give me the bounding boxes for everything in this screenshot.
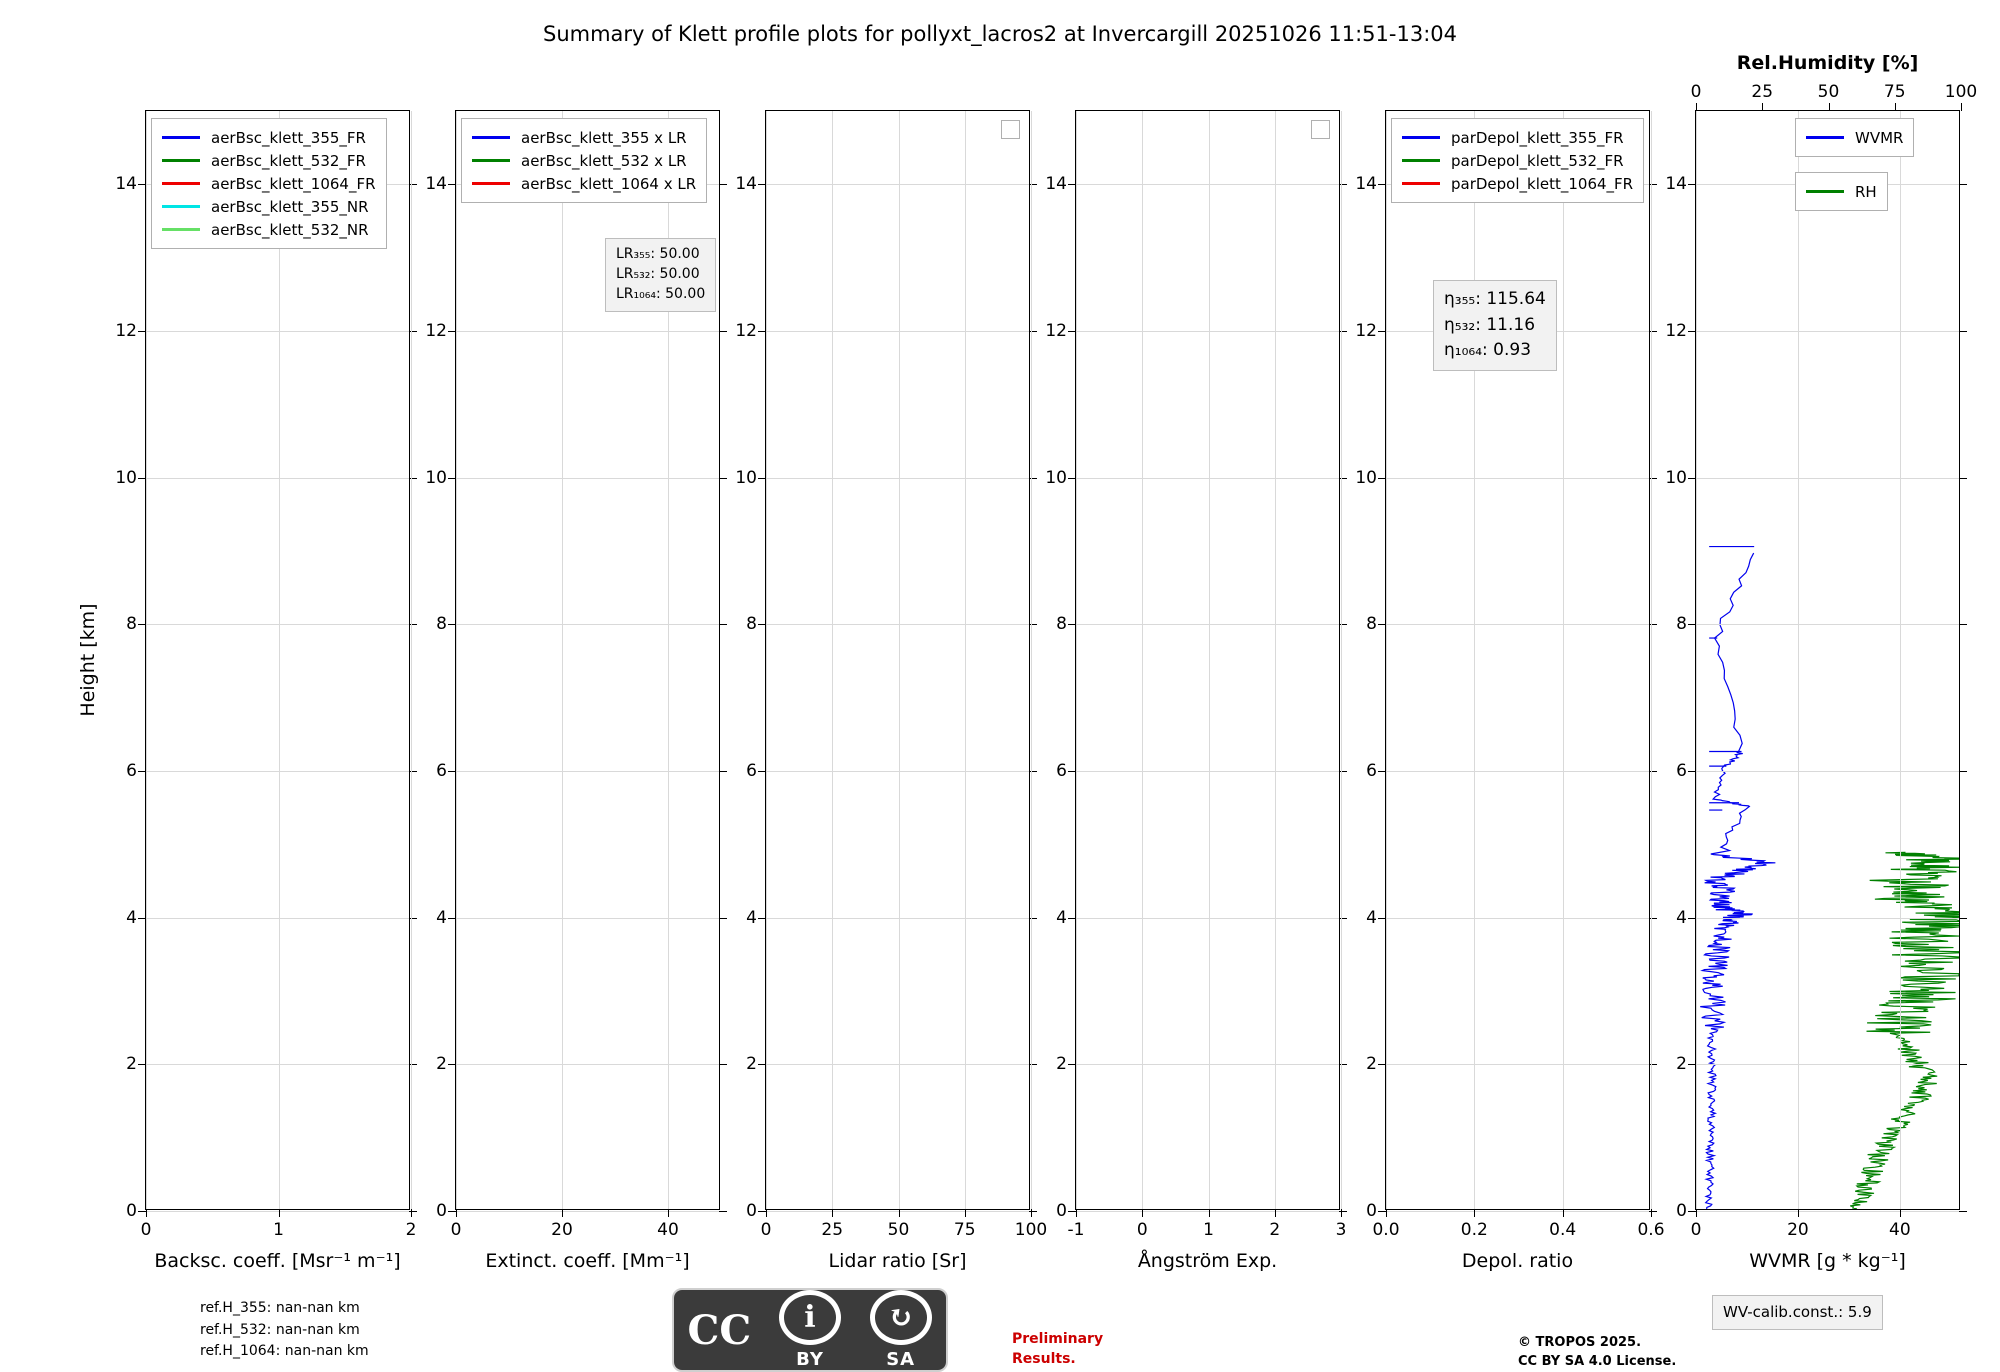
legend-swatch bbox=[472, 136, 510, 138]
gridline-vertical bbox=[1209, 111, 1210, 1209]
x-tick-label: 100 bbox=[1014, 1220, 1048, 1240]
legend-swatch bbox=[162, 159, 200, 161]
gridline-horizontal bbox=[146, 1064, 409, 1065]
legend-swatch bbox=[162, 182, 200, 184]
y-tick-label: 2 bbox=[1366, 1054, 1377, 1075]
y-tick-mark bbox=[719, 1064, 727, 1065]
y-tick-label: 2 bbox=[126, 1054, 137, 1075]
y-tick-mark bbox=[1959, 478, 1967, 479]
gridline-horizontal bbox=[1076, 184, 1339, 185]
y-tick-label: 14 bbox=[735, 174, 757, 195]
x-tick-label: 40 bbox=[657, 1220, 679, 1240]
x-tick-label: 3 bbox=[1335, 1220, 1347, 1240]
legend-item bbox=[162, 218, 376, 241]
data-canvas-wvmr-rh bbox=[1696, 111, 1959, 1209]
y-tick-label: 6 bbox=[1676, 761, 1687, 781]
x-tick-label: 75 bbox=[953, 1220, 976, 1240]
empty-legend-box-angstrom bbox=[1311, 120, 1330, 139]
legend-item bbox=[472, 172, 696, 195]
gridline-vertical bbox=[1386, 111, 1387, 1209]
y-tick-label: 0 bbox=[436, 1201, 447, 1221]
infobox-line: LR₅₃₂: 50.00 bbox=[616, 265, 700, 282]
legend-item bbox=[162, 195, 376, 218]
gridline-vertical bbox=[1900, 111, 1901, 1209]
gridline-horizontal bbox=[766, 771, 1029, 772]
gridline-vertical bbox=[1696, 111, 1697, 1209]
empty-legend-box-lidar-ratio bbox=[1001, 120, 1020, 139]
y-tick-label: 10 bbox=[425, 467, 447, 488]
gridline-horizontal bbox=[1386, 1211, 1649, 1212]
by-label: BY bbox=[796, 1349, 824, 1370]
gridline-vertical bbox=[1798, 111, 1799, 1209]
x-top-tick-label: 100 bbox=[1944, 82, 1978, 102]
legend-swatch bbox=[162, 136, 200, 138]
y-tick-mark bbox=[719, 478, 727, 479]
legend-label: aerBsc_klett_1064 x LR bbox=[521, 174, 697, 193]
y-tick-label: 6 bbox=[746, 761, 757, 781]
gridline-horizontal bbox=[456, 624, 719, 625]
wvmr-rh-plot-svg bbox=[1696, 111, 1959, 1209]
legend-swatch bbox=[1806, 190, 1844, 192]
gridline-vertical bbox=[1563, 111, 1564, 1209]
y-tick-label: 8 bbox=[1366, 614, 1377, 635]
profile-line bbox=[1700, 553, 1775, 1209]
x-top-tick-label: 75 bbox=[1883, 82, 1906, 102]
gridline-horizontal bbox=[456, 918, 719, 919]
y-tick-label: 14 bbox=[1665, 174, 1687, 195]
cc-letters: CC bbox=[687, 1306, 752, 1354]
y-tick-mark bbox=[719, 624, 727, 625]
legend-wvmr bbox=[1795, 118, 1914, 157]
x-axis-label-backscatter: Backsc. coeff. [Msr⁻¹ m⁻¹] bbox=[154, 1250, 401, 1272]
y-tick-label: 10 bbox=[1665, 467, 1687, 488]
gridline-horizontal bbox=[1696, 331, 1959, 332]
gridline-horizontal bbox=[146, 624, 409, 625]
gridline-vertical bbox=[1275, 111, 1276, 1209]
legend-item bbox=[162, 172, 376, 195]
y-tick-label: 14 bbox=[1355, 174, 1377, 195]
y-tick-mark bbox=[1959, 1064, 1967, 1065]
gridline-horizontal bbox=[1386, 1064, 1649, 1065]
gridline-horizontal bbox=[456, 771, 719, 772]
gridline-horizontal bbox=[1696, 771, 1959, 772]
top-axis-label-rh: Rel.Humidity [%] bbox=[1736, 52, 1919, 74]
y-tick-label: 2 bbox=[1676, 1054, 1687, 1075]
gridline-horizontal bbox=[766, 184, 1029, 185]
person-icon: i bbox=[779, 1290, 841, 1345]
legend-label: aerBsc_klett_532 x LR bbox=[521, 151, 687, 170]
y-tick-label: 8 bbox=[1056, 614, 1067, 635]
tropos-copyright bbox=[1518, 1334, 1676, 1372]
x-tick-label: 0 bbox=[760, 1220, 772, 1240]
plot-area-depol-ratio[interactable] bbox=[1355, 110, 1665, 1240]
y-tick-label: 12 bbox=[1665, 321, 1687, 341]
footnote-line: ref.H_1064: nan-nan km bbox=[200, 1343, 369, 1360]
y-tick-label: 0 bbox=[126, 1201, 137, 1221]
y-tick-label: 10 bbox=[1045, 467, 1067, 488]
gridline-horizontal bbox=[766, 331, 1029, 332]
data-canvas-angstrom bbox=[1076, 111, 1339, 1209]
gridline-horizontal bbox=[146, 918, 409, 919]
gridline-horizontal bbox=[1076, 624, 1339, 625]
x-tick-label: 0 bbox=[1136, 1220, 1148, 1240]
plot-area-angstrom[interactable] bbox=[1045, 110, 1347, 1240]
prelim-line: Results. bbox=[1012, 1350, 1076, 1367]
plot-area-wvmr-rh[interactable] bbox=[1665, 82, 1978, 1240]
y-tick-label: 6 bbox=[1056, 761, 1067, 781]
legend-label: WVMR bbox=[1855, 128, 1904, 147]
y-tick-label: 10 bbox=[735, 467, 757, 488]
legend-swatch bbox=[1402, 159, 1440, 161]
legend-swatch bbox=[162, 228, 200, 230]
gridline-horizontal bbox=[1076, 918, 1339, 919]
gridline-horizontal bbox=[1696, 478, 1959, 479]
x-tick-label: 20 bbox=[1787, 1220, 1809, 1240]
data-canvas-backscatter bbox=[146, 111, 409, 1209]
gridline-vertical bbox=[965, 111, 966, 1209]
x-tick-label: 0.6 bbox=[1637, 1220, 1665, 1240]
y-tick-label: 12 bbox=[735, 321, 757, 341]
y-tick-label: 10 bbox=[115, 467, 137, 488]
gridline-horizontal bbox=[1386, 478, 1649, 479]
legend-swatch bbox=[1402, 182, 1440, 184]
y-tick-mark bbox=[719, 1211, 727, 1212]
footnote-line: ref.H_355: nan-nan km bbox=[200, 1300, 360, 1316]
legend-swatch bbox=[472, 159, 510, 161]
y-tick-label: 14 bbox=[1045, 174, 1067, 195]
x-axis-label-angstrom: Ångström Exp. bbox=[1137, 1250, 1278, 1272]
legend-label: aerBsc_klett_1064_FR bbox=[211, 174, 376, 193]
x-tick-label: 25 bbox=[821, 1220, 844, 1240]
y-tick-mark bbox=[1959, 1211, 1967, 1212]
legend-depol-ratio bbox=[1391, 118, 1644, 203]
x-tick-label: 1 bbox=[1203, 1220, 1214, 1240]
gridline-vertical bbox=[766, 111, 767, 1209]
share-alike-icon: ↻ bbox=[870, 1290, 932, 1345]
gridline-horizontal bbox=[1076, 1064, 1339, 1065]
y-axis-label: Height [km] bbox=[77, 603, 99, 717]
y-tick-label: 0 bbox=[1056, 1201, 1067, 1221]
x-tick-label: 2 bbox=[1269, 1220, 1281, 1240]
gridline-horizontal bbox=[1696, 624, 1959, 625]
y-tick-label: 4 bbox=[1366, 907, 1377, 928]
profile-line bbox=[1850, 852, 1959, 1209]
copyright-line: CC BY SA 4.0 License. bbox=[1518, 1353, 1677, 1369]
x-tick-label: 0.2 bbox=[1460, 1220, 1488, 1240]
y-tick-label: 14 bbox=[115, 174, 137, 195]
panel-extinction bbox=[425, 110, 720, 1272]
legend-label: aerBsc_klett_355_FR bbox=[211, 128, 366, 147]
legend-item bbox=[472, 149, 696, 172]
wv-calib-const-box bbox=[1712, 1295, 1883, 1330]
y-tick-label: 6 bbox=[126, 761, 137, 781]
x-tick-label: 50 bbox=[887, 1220, 910, 1240]
panel-backscatter bbox=[115, 110, 417, 1272]
legend-item bbox=[472, 126, 696, 149]
gridline-horizontal bbox=[1386, 918, 1649, 919]
x-tick-label: 20 bbox=[551, 1220, 573, 1240]
eta-infobox bbox=[1433, 280, 1557, 371]
gridline-horizontal bbox=[1386, 771, 1649, 772]
gridline-horizontal bbox=[766, 918, 1029, 919]
y-tick-label: 10 bbox=[1355, 467, 1377, 488]
sa-icon bbox=[855, 1290, 946, 1370]
reference-height-notes bbox=[200, 1298, 369, 1363]
x-top-tick-label: 25 bbox=[1751, 82, 1774, 102]
x-tick-label: 0.0 bbox=[1372, 1220, 1400, 1240]
y-tick-mark bbox=[1959, 331, 1967, 332]
infobox-line: η₅₃₂: 11.16 bbox=[1444, 314, 1536, 335]
x-tick-label: 2 bbox=[405, 1220, 417, 1240]
lidar-ratio-infobox bbox=[605, 238, 716, 312]
data-canvas-lidar-ratio bbox=[766, 111, 1029, 1209]
gridline-horizontal bbox=[766, 624, 1029, 625]
infobox-line: η₁₀₆₄: 0.93 bbox=[1444, 340, 1532, 360]
y-tick-label: 4 bbox=[436, 907, 447, 928]
y-tick-label: 2 bbox=[1056, 1054, 1067, 1075]
y-tick-label: 4 bbox=[1676, 907, 1687, 928]
gridline-vertical bbox=[1142, 111, 1143, 1209]
y-tick-label: 4 bbox=[126, 907, 137, 928]
y-tick-mark bbox=[719, 331, 727, 332]
legend-backscatter bbox=[151, 118, 387, 249]
gridline-horizontal bbox=[456, 331, 719, 332]
y-tick-label: 8 bbox=[126, 614, 137, 635]
y-tick-mark bbox=[1959, 184, 1967, 185]
legend-item bbox=[1806, 180, 1877, 203]
infobox-line: η₃₅₅: 115.64 bbox=[1444, 289, 1546, 309]
y-tick-label: 8 bbox=[1676, 614, 1687, 635]
plot-area-lidar-ratio[interactable] bbox=[735, 110, 1048, 1240]
y-tick-label: 6 bbox=[436, 761, 447, 781]
legend-label: aerBsc_klett_355 x LR bbox=[521, 128, 687, 147]
gridline-horizontal bbox=[1386, 624, 1649, 625]
y-tick-label: 2 bbox=[436, 1054, 447, 1075]
y-tick-mark bbox=[1959, 918, 1967, 919]
y-tick-label: 4 bbox=[746, 907, 757, 928]
gridline-horizontal bbox=[766, 478, 1029, 479]
preliminary-results-note bbox=[1012, 1330, 1103, 1369]
legend-rh bbox=[1795, 172, 1888, 211]
gridline-vertical bbox=[562, 111, 563, 1209]
y-tick-label: 0 bbox=[1366, 1201, 1377, 1221]
x-axis-label-extinction: Extinct. coeff. [Mm⁻¹] bbox=[485, 1250, 690, 1272]
legend-label: parDepol_klett_532_FR bbox=[1451, 151, 1624, 170]
legend-item bbox=[162, 126, 376, 149]
x-tick-label: 0 bbox=[450, 1220, 462, 1240]
panel-angstrom bbox=[1045, 110, 1347, 1272]
infobox-line: LR₃₅₅: 50.00 bbox=[616, 246, 700, 262]
legend-label: parDepol_klett_355_FR bbox=[1451, 128, 1624, 147]
panel-lidar-ratio bbox=[735, 110, 1048, 1272]
x-axis-label-depol-ratio: Depol. ratio bbox=[1461, 1250, 1574, 1272]
gridline-horizontal bbox=[1076, 771, 1339, 772]
gridline-vertical bbox=[1076, 111, 1077, 1209]
sa-label: SA bbox=[886, 1349, 916, 1370]
page-title: Summary of Klett profile plots for pollyxt_lacros2 at Invercargill 20251026 11:51-13:04 bbox=[542, 22, 1457, 46]
prelim-line: Preliminary bbox=[1012, 1331, 1104, 1347]
y-tick-label: 8 bbox=[746, 614, 757, 635]
wv-calib-const-label: WV-calib.const.: 5.9 bbox=[1723, 1303, 1872, 1321]
creative-commons-logo bbox=[672, 1288, 948, 1372]
gridline-horizontal bbox=[456, 478, 719, 479]
gridline-horizontal bbox=[1076, 478, 1339, 479]
legend-swatch bbox=[472, 182, 510, 184]
y-tick-mark bbox=[719, 918, 727, 919]
legend-swatch bbox=[1402, 136, 1440, 138]
gridline-vertical bbox=[279, 111, 280, 1209]
copyright-line: © TROPOS 2025. bbox=[1518, 1335, 1642, 1350]
y-tick-label: 0 bbox=[1676, 1201, 1687, 1221]
y-tick-label: 12 bbox=[425, 321, 447, 341]
y-tick-label: 6 bbox=[1366, 761, 1377, 781]
x-axis-label-wvmr: WVMR [g * kg⁻¹] bbox=[1749, 1250, 1906, 1272]
panel-wvmr-rh bbox=[1665, 52, 1978, 1272]
gridline-horizontal bbox=[146, 331, 409, 332]
gridline-horizontal bbox=[146, 478, 409, 479]
y-tick-label: 4 bbox=[1056, 907, 1067, 928]
gridline-horizontal bbox=[456, 1064, 719, 1065]
gridline-vertical bbox=[1474, 111, 1475, 1209]
y-tick-label: 12 bbox=[115, 321, 137, 341]
gridline-vertical bbox=[1341, 111, 1342, 1209]
gridline-vertical bbox=[1031, 111, 1032, 1209]
y-tick-mark bbox=[719, 184, 727, 185]
legend-label: parDepol_klett_1064_FR bbox=[1451, 174, 1634, 193]
gridline-vertical bbox=[899, 111, 900, 1209]
y-tick-label: 8 bbox=[436, 614, 447, 635]
y-tick-label: 0 bbox=[746, 1201, 757, 1221]
footnote-line: ref.H_532: nan-nan km bbox=[200, 1321, 360, 1338]
gridline-horizontal bbox=[1696, 918, 1959, 919]
legend-label: RH bbox=[1855, 182, 1877, 201]
gridline-horizontal bbox=[1696, 1064, 1959, 1065]
legend-extinction bbox=[461, 118, 707, 203]
gridline-vertical bbox=[146, 111, 147, 1209]
gridline-horizontal bbox=[766, 1064, 1029, 1065]
legend-label: aerBsc_klett_355_NR bbox=[211, 197, 369, 216]
gridline-horizontal bbox=[456, 1211, 719, 1212]
gridline-vertical bbox=[456, 111, 457, 1209]
y-tick-mark bbox=[1959, 771, 1967, 772]
infobox-line: LR₁₀₆₄: 50.00 bbox=[616, 285, 706, 302]
x-top-tick-label: 0 bbox=[1690, 82, 1702, 102]
y-tick-mark bbox=[1959, 624, 1967, 625]
by-icon bbox=[765, 1290, 856, 1370]
legend-item bbox=[1806, 126, 1903, 149]
legend-item bbox=[1402, 126, 1633, 149]
legend-swatch bbox=[162, 205, 200, 207]
cc-icon bbox=[674, 1290, 765, 1370]
legend-item bbox=[162, 149, 376, 172]
x-tick-label: 1 bbox=[273, 1220, 284, 1240]
legend-label: aerBsc_klett_532_NR bbox=[211, 220, 369, 239]
gridline-vertical bbox=[1651, 111, 1652, 1209]
x-tick-label: 0.4 bbox=[1549, 1220, 1577, 1240]
y-tick-label: 12 bbox=[1355, 321, 1377, 341]
x-tick-label: 0 bbox=[1690, 1220, 1702, 1240]
x-tick-label: -1 bbox=[1067, 1220, 1085, 1240]
x-tick-label: 0 bbox=[140, 1220, 152, 1240]
gridline-vertical bbox=[832, 111, 833, 1209]
data-canvas-depol-ratio bbox=[1386, 111, 1649, 1209]
x-top-tick-label: 50 bbox=[1817, 82, 1840, 102]
legend-item bbox=[1402, 149, 1633, 172]
panel-depol-ratio bbox=[1355, 110, 1665, 1272]
gridline-horizontal bbox=[1696, 1211, 1959, 1212]
legend-label: aerBsc_klett_532_FR bbox=[211, 151, 366, 170]
y-tick-label: 14 bbox=[425, 174, 447, 195]
plot-area-backscatter[interactable] bbox=[115, 110, 417, 1240]
gridline-horizontal bbox=[146, 771, 409, 772]
x-axis-label-lidar-ratio: Lidar ratio [Sr] bbox=[828, 1250, 967, 1272]
legend-item bbox=[1402, 172, 1633, 195]
legend-swatch bbox=[1806, 136, 1844, 138]
y-tick-mark bbox=[719, 771, 727, 772]
gridline-vertical bbox=[411, 111, 412, 1209]
y-tick-label: 2 bbox=[746, 1054, 757, 1075]
gridline-horizontal bbox=[1076, 331, 1339, 332]
x-tick-label: 40 bbox=[1889, 1220, 1911, 1240]
y-tick-label: 12 bbox=[1045, 321, 1067, 341]
